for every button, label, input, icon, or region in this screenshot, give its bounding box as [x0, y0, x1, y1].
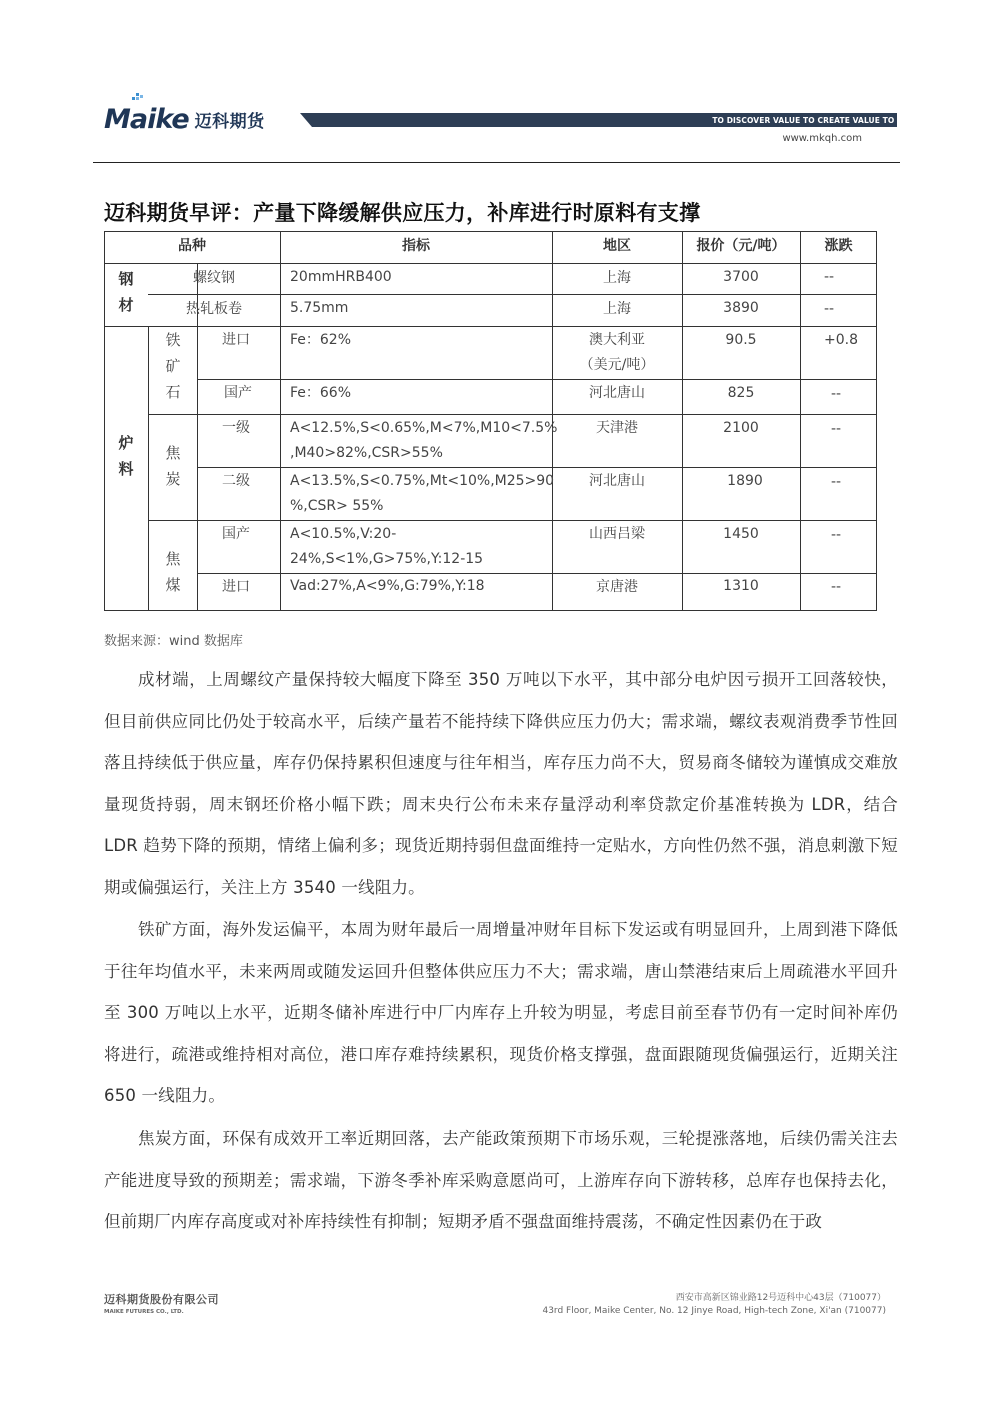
row-name: 螺纹钢	[193, 270, 235, 286]
row-change: --	[831, 421, 842, 437]
row-name: 国产	[222, 526, 250, 542]
row-change: --	[831, 579, 842, 595]
paragraph-iron-ore: 铁矿方面，海外发运偏平，本周为财年最后一周增量冲财年目标下发运或有明显回升，上周到港下降低于往年均值水平，未来两周或随发运回升但整体供应压力不大；需求端，唐山禁港结束后上周疏港水平回升至 300 万吨以上水平，近期冬储补库进行中厂内库存上升较为明显，考虑目前至春节仍有一定时间补库仍将进行，疏港或维持相对高位，港口库存难持续累积，现货价格支撑强，盘面跟随现货偏强运行，近期关注 650 一线阻力。	[104, 920, 898, 1105]
sub-label-coke: 焦炭	[165, 444, 181, 488]
row-change: +0.8	[824, 332, 858, 348]
row-change: --	[824, 269, 835, 285]
row-region: 上海	[603, 270, 631, 286]
logo-chinese-name: 迈科期货	[194, 112, 265, 132]
row-price: 3890	[723, 300, 759, 316]
row-spec-cont: 24%,S<1%,G>75%,Y:12-15	[290, 551, 484, 567]
row-spec: A<13.5%,S<0.75%,Mt<10%,M25>90	[290, 473, 555, 489]
sub-label-iron-ore: 铁矿石	[165, 331, 181, 401]
row-spec: 20mmHRB400	[290, 269, 392, 285]
row-change: --	[831, 474, 842, 490]
maike-logo	[104, 104, 265, 134]
header-divider	[93, 162, 900, 163]
row-spec-cont: ,M40>82%,CSR>55%	[290, 445, 443, 461]
row-change: --	[831, 527, 842, 543]
row-name: 二级	[222, 473, 250, 489]
row-region: 京唐港	[596, 579, 638, 595]
paragraph-coke: 焦炭方面，环保有成效开工率近期回落，去产能政策预期下市场乐观，三轮提涨落地，后续仍需关注去产能进度导致的预期差；需求端，下游冬季补库采购意愿尚可，上游库存向下游转移，总库存也保持去化，但前期厂内库存高度或对补库持续性有抑制；短期矛盾不强盘面维持震荡，不确定性因素仍在于政	[104, 1129, 898, 1231]
row-name: 进口	[222, 579, 250, 595]
row-price: 2100	[723, 420, 759, 436]
row-region: 澳大利亚	[589, 332, 645, 348]
row-price: 825	[727, 385, 755, 401]
page-header	[0, 0, 992, 170]
row-change: --	[831, 386, 842, 402]
row-region: 上海	[603, 301, 631, 317]
col-header-variety: 品种	[178, 238, 206, 254]
logo-mark-icon	[132, 93, 143, 104]
logo-text: Maike	[104, 104, 189, 135]
row-region: 山西吕梁	[589, 526, 645, 542]
row-region-unit: （美元/吨）	[579, 357, 655, 373]
row-spec: Fe：66%	[290, 385, 352, 401]
paragraph-steel: 成材端，上周螺纹产量保持较大幅度下降至 350 万吨以下水平，其中部分电炉因亏损开工回落较快，但目前供应同比仍处于较高水平，后续产量若不能持续下降供应压力仍大；需求端，螺纹表观消费季节性回落且持续低于供应量，库存仍保持累积但速度与往年相当，库存压力尚不大，贸易商冬储较为谨慎成交难放量现货持弱，周末钢坯价格小幅下跌；周末央行公布未来存量浮动利率贷款定价基准转换为 LDR，结合 LDR 趋势下降的预期，情绪上偏利多；现货近期持弱但盘面维持一定贴水，方向性仍然不强，消息刺激下短期或偏强运行，关注上方 3540 一线阻力。	[104, 670, 898, 897]
footer-address	[542, 1290, 886, 1316]
price-table	[104, 231, 877, 611]
row-price: 1450	[723, 526, 759, 542]
row-change: --	[824, 301, 835, 317]
row-price: 1890	[727, 473, 763, 489]
col-header-price: 报价（元/吨）	[696, 238, 786, 254]
address-en: 43rd Floor, Maike Center, No. 12 Jinye Road, High-tech Zone, Xi'an (710077)	[542, 1306, 886, 1316]
col-header-region: 地区	[603, 238, 631, 254]
row-region: 河北唐山	[589, 385, 645, 401]
row-name: 进口	[222, 332, 250, 348]
row-price: 1310	[723, 578, 759, 594]
col-header-change: 涨跌	[824, 238, 853, 254]
website-url: www.mkqh.com	[782, 133, 862, 144]
address-cn: 西安市高新区锦业路12号迈科中心43层（710077）	[675, 1293, 886, 1303]
data-source-note: 数据来源：wind 数据库	[104, 634, 243, 649]
row-spec: A<12.5%,S<0.65%,M<7%,M10<7.5%	[290, 420, 558, 436]
col-header-spec: 指标	[402, 238, 430, 254]
report-title: 迈科期货早评：产量下降缓解供应压力，补库进行时原料有支撑	[104, 201, 701, 225]
row-name: 热轧板卷	[186, 301, 242, 317]
row-name: 国产	[224, 385, 252, 401]
slogan: TO DISCOVER VALUE TO CREATE VALUE TO SHARE VALUE	[712, 116, 956, 125]
company-name-en: MAIKE FUTURES CO., LTD.	[104, 1309, 184, 1315]
row-name: 一级	[222, 420, 250, 436]
company-name-cn: 迈科期货股份有限公司	[104, 1293, 219, 1306]
row-spec-cont: %,CSR> 55%	[290, 498, 384, 514]
row-region: 天津港	[596, 420, 638, 436]
row-spec: 5.75mm	[290, 300, 349, 316]
group-label-furnace: 炉料	[118, 434, 134, 478]
row-price: 3700	[723, 269, 759, 285]
row-price: 90.5	[725, 332, 757, 348]
row-spec: Vad:27%,A<9%,G:79%,Y:18	[290, 578, 485, 594]
row-region: 河北唐山	[589, 473, 645, 489]
footer-company	[104, 1291, 219, 1315]
group-label-steel: 钢材	[118, 270, 134, 314]
row-spec: Fe：62%	[290, 332, 352, 348]
row-spec: A<10.5%,V:20-	[290, 526, 397, 542]
sub-label-coking-coal: 焦煤	[165, 550, 181, 594]
